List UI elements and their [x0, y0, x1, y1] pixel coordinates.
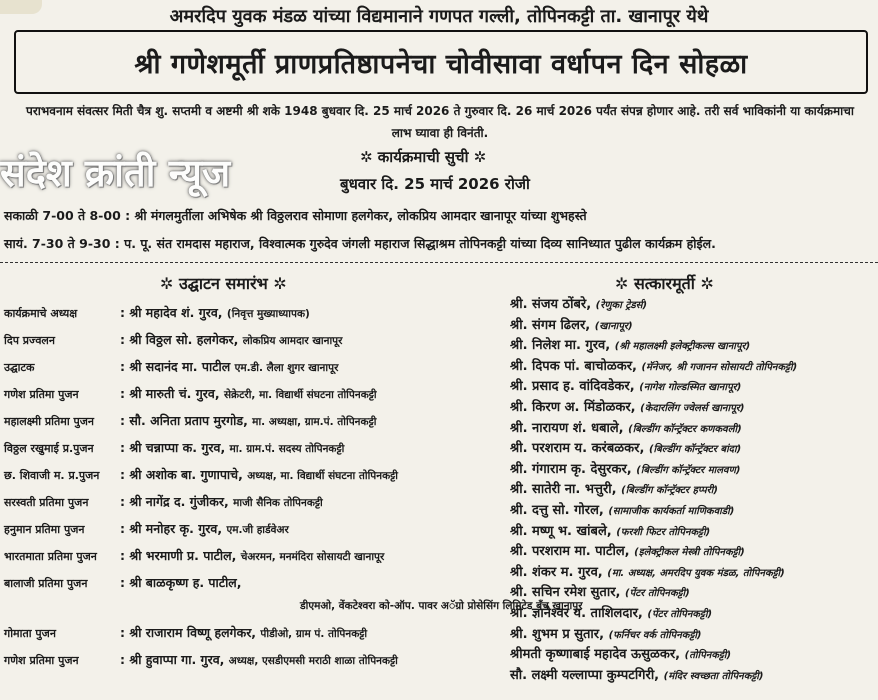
person-name: श्री चन्नाप्पा क. गुरव, [129, 440, 226, 455]
person-designation: माजी सैनिक तोपिनकट्टी [233, 497, 323, 509]
honoree-row [510, 315, 633, 333]
inauguration-role: विठ्ठल रखुमाई प्र.पुजन [4, 442, 94, 455]
honoree-designation: (बिल्डींग कॉन्ट्रॅक्टर कणकवली) [628, 424, 742, 435]
inauguration-role: गणेश प्रतिमा पुजन [4, 654, 79, 667]
person-name: श्री मारुती चं. गुरव, [129, 386, 220, 401]
honoree-name: श्री. ज्ञानेश्वर य. ताशिलदार, [510, 606, 643, 621]
separator-colon: : [120, 548, 130, 563]
honoree-designation: (तोपिनकट्टी) [684, 650, 732, 661]
separator-colon: : [120, 575, 130, 590]
inauguration-role: बालाजी प्रतिमा पुजन [4, 577, 88, 590]
schedule-heading: ✲ कार्यक्रमाची सुची ✲ [360, 148, 487, 166]
inauguration-role: हनुमान प्रतिमा पुजन [4, 523, 85, 536]
person-designation: सेक्रेटरी, मा. विद्यार्थी संघटना तोपिनकट्टी [223, 389, 377, 401]
honoree-row [510, 603, 712, 621]
person-designation: (निवृत्त मुख्याध्यापक) [226, 308, 310, 320]
honoree-name: श्री. परशराम य. करंबळकर, [510, 441, 645, 456]
inauguration-person [120, 547, 384, 564]
honoree-name: श्री. दत्तु सो. गोरल, [510, 503, 604, 518]
inauguration-person [120, 520, 289, 537]
person-name: श्री बाळकृष्ण ह. पाटील, [129, 575, 242, 590]
inauguration-person [120, 624, 367, 641]
honoree-row [510, 459, 740, 477]
honoree-designation: (फर्निचर वर्क तोपिनकट्टी) [608, 630, 702, 641]
honoree-name: सौ. लक्ष्मी यल्लाप्पा कुम्पटगिरी, [510, 668, 660, 683]
person-name: श्री हुवाप्पा गा. गुरव, [129, 652, 225, 667]
person-designation: एम.डी. लैला शुगर खानापूर [234, 362, 339, 374]
inauguration-person [120, 412, 376, 429]
honoree-row [510, 665, 763, 683]
honoree-designation: (रेणुका ट्रेडर्स) [595, 300, 648, 311]
honoree-row [510, 562, 785, 580]
section-divider [0, 262, 878, 263]
separator-colon: : [120, 413, 130, 428]
honoree-row [510, 582, 690, 600]
honoree-designation: (केदारलिंग ज्वेलर्स खानापूर) [640, 403, 745, 414]
separator-colon: : [120, 386, 130, 401]
separator-colon: : [120, 332, 130, 347]
honoree-row [510, 521, 710, 539]
honoree-row [510, 479, 718, 497]
person-name: श्री सदानंद मा. पाटील [129, 359, 231, 374]
honoree-designation: (मा. अध्यक्ष, अमरदिप युवक मंडळ, तोपिनकट्टी) [607, 568, 785, 579]
inauguration-role: दिप प्रज्वलन [4, 334, 55, 347]
person-name: श्री विठ्ठल सो. हलगेकर, [129, 332, 239, 347]
inauguration-role: गणेश प्रतिमा पुजन [4, 388, 79, 401]
honoree-row [510, 500, 734, 518]
person-name: श्री मनोहर कृ. गुरव, [129, 521, 223, 536]
separator-colon: : [120, 305, 130, 320]
honoree-designation: (बिल्डींग कॉन्ट्रॅक्टर हप्परी) [621, 485, 718, 496]
inauguration-role: उद्घाटक [4, 361, 35, 374]
inauguration-role: भारतमाता प्रतिमा पुजन [4, 550, 97, 563]
separator-colon: : [120, 625, 130, 640]
separator-colon: : [120, 652, 130, 667]
inauguration-role: छ. शिवाजी म. प्र.पुजन [4, 469, 100, 482]
honoree-designation: (बिल्डींग कॉन्ट्रॅक्टर बांदा) [648, 444, 742, 455]
inauguration-person [120, 439, 344, 456]
honoree-designation: (पेंटर तोपिनकट्टी) [625, 588, 690, 599]
inauguration-person [120, 385, 377, 402]
honoree-name: श्री. शंकर म. गुरव, [510, 565, 603, 580]
honoree-row [510, 356, 797, 374]
inauguration-person [120, 358, 338, 375]
person-name: सौ. अनिता प्रताप मुरगोड, [129, 413, 248, 428]
honoree-row [510, 541, 745, 559]
honoree-name: श्री. सातेरी ना. भत्तुरी, [510, 482, 617, 497]
inauguration-role: कार्यक्रमाचे अध्यक्ष [4, 307, 78, 320]
honoree-name: श्री. संजय ठोंबरे, [510, 297, 592, 312]
honorees-heading: ✲ सत्कारमूर्ती ✲ [615, 274, 714, 293]
person-designation: पीडीओ, ग्राम पं. तोपिनकट्टी [260, 628, 368, 640]
inauguration-role: गोमाता पुजन [4, 627, 56, 640]
honoree-row [510, 376, 741, 394]
honoree-name: श्री. दिपक पां. बाचोळकर, [510, 359, 637, 374]
honoree-name: श्रीमती कृष्णाबाई महादेव ऊसुळकर, [510, 647, 681, 662]
honoree-designation: (फरशी फिटर तोपिनकट्टी) [616, 527, 711, 538]
separator-colon: : [120, 359, 130, 374]
person-designation: अध्यक्ष, मा. विद्यार्थी संघटना तोपिनकट्टी [247, 470, 399, 482]
honoree-designation: (मंदिर स्वच्छता तोपिनकट्टी) [663, 671, 764, 682]
honoree-name: श्री. शुभम प्र सुतार, [510, 627, 605, 642]
honoree-designation: (खानापूर) [594, 321, 633, 332]
person-name: श्री राजाराम विष्णू हलगेकर, [129, 625, 257, 640]
honoree-designation: (नागेश गोल्डस्मित खानापूर) [639, 382, 742, 393]
separator-colon: : [120, 467, 130, 482]
inauguration-role: सरस्वती प्रतिमा पुजन [4, 496, 89, 509]
honoree-name: श्री. नारायण शं. धबाले, [510, 421, 624, 436]
separator-colon: : [120, 440, 130, 455]
separator-colon: : [120, 521, 130, 536]
honoree-name: श्री. मष्णू भ. खांबले, [510, 524, 612, 539]
inauguration-person [120, 574, 242, 591]
honoree-designation: (श्री महालक्ष्मी इलेक्ट्रीकल्स खानापूर) [614, 341, 751, 352]
honoree-row [510, 397, 744, 415]
schedule-row-morning: सकाळी 7-00 ते 8-00 : श्री मंगलमुर्तीला अभिषेक श्री विठ्ठलराव सोमाणा हलगेकर, लोकप्रिय आमदार खानापूर यांच्या शुभहस्ते [4, 208, 587, 223]
honoree-designation: (बिल्डींग कॉन्ट्रॅक्टर मालवण) [636, 465, 741, 476]
intro-paragraph: पराभवनाम संवत्सर मिती चैत्र शु. सप्तमी व अष्टमी श्री शके 1948 बुधवार दि. 25 मार्च 2026 ते गुरुवार दि. 26 मार्च 2026 पर्यंत संपन्न होणार आहे. तरी सर्व भाविकांनी या कार्यक्रमाचा लाभ घ्यावा ही विनंती. [26, 104, 854, 140]
honoree-designation: (सामाजीक कार्यकर्ता माणिकवाडी) [608, 506, 735, 517]
person-designation: एम.जी हार्डवेअर [226, 524, 289, 536]
page-title: श्री गणेशमूर्ती प्राणप्रतिष्ठापनेचा चोवीसावा वर्धापन दिन सोहळा [14, 30, 868, 94]
honoree-row [510, 418, 742, 436]
honoree-designation: (मॅनेजर, श्री गजानन सोसायटी तोपिनकट्टी) [641, 362, 798, 373]
person-designation: चेअरमन, मनमंदिरा सोसायटी खानापूर [240, 551, 385, 563]
inauguration-role: महालक्ष्मी प्रतिमा पुजन [4, 415, 95, 428]
honoree-name: श्री. निलेश मा. गुरव, [510, 338, 611, 353]
inauguration-person [120, 493, 323, 510]
honoree-name: श्री. संगम ढिलर, [510, 318, 591, 333]
separator-colon: : [120, 494, 130, 509]
inauguration-heading: ✲ उद्घाटन समारंभ ✲ [160, 274, 287, 293]
watermark-text: संदेश क्रांती न्यूज [0, 151, 231, 195]
person-name: श्री नागेंद्र द. गुंजीकर, [129, 494, 229, 509]
honoree-row [510, 335, 750, 353]
honoree-name: श्री. सचिन रमेश सुतार, [510, 585, 621, 600]
honoree-name: श्री. प्रसाद ह. वांदिवडेकर, [510, 379, 635, 394]
person-name: श्री महादेव शं. गुरव, [129, 305, 223, 320]
honoree-designation: (पेंटर तोपिनकट्टी) [647, 609, 713, 620]
honoree-row [510, 438, 741, 456]
inauguration-person [120, 466, 398, 483]
honoree-name: श्री. गंगाराम कृ. देसुरकर, [510, 462, 632, 477]
inauguration-person [120, 331, 342, 348]
schedule-date: बुधवार दि. 25 मार्च 2026 रोजी [340, 175, 530, 193]
schedule-row-evening: सायं. 7-30 ते 9-30 : प. पू. संत रामदास महाराज, विश्वात्मक गुरुदेव जंगली महाराज सिद्धाश्रम तोपिनकट्टी यांच्या दिव्य सानिध्यात पुढील कार्यक्रम होईल. [4, 236, 716, 251]
person-designation: डीएमओ, वेंकटेश्वरा को-ऑप. पावर अॅग्रो प्रोसेसिंग लिमिटेड बँच खानापूर [300, 600, 583, 612]
person-designation: अध्यक्ष, एसडीएमसी मराठी शाळा तोपिनकट्टी [228, 655, 398, 667]
honoree-name: श्री. परशराम मा. पाटील, [510, 544, 630, 559]
honoree-row [510, 644, 731, 662]
person-designation: मा. ग्राम.पं. सदस्य तोपिनकट्टी [229, 443, 345, 455]
person-name: श्री अशोक बा. गुणापाचे, [129, 467, 243, 482]
person-name: श्री भरमाणी प्र. पाटील, [129, 548, 237, 563]
honoree-designation: (इलेक्ट्रीकल मेस्त्री तोपिनकट्टी) [634, 547, 745, 558]
person-designation: मा. अध्यक्षा, ग्राम.पं. तोपिनकट्टी [252, 416, 377, 428]
person-designation: लोकप्रिय आमदार खानापूर [242, 335, 343, 347]
organizer-line: अमरदिप युवक मंडळ यांच्या विद्यमानाने गणपत गल्ली, तोपिनकट्टी ता. खानापूर येथे [169, 6, 709, 27]
honoree-row [510, 624, 702, 642]
honoree-name: श्री. किरण अ. मिंडोळकर, [510, 400, 636, 415]
honoree-row [510, 294, 647, 312]
inauguration-person [120, 304, 310, 321]
inauguration-person [120, 651, 398, 668]
